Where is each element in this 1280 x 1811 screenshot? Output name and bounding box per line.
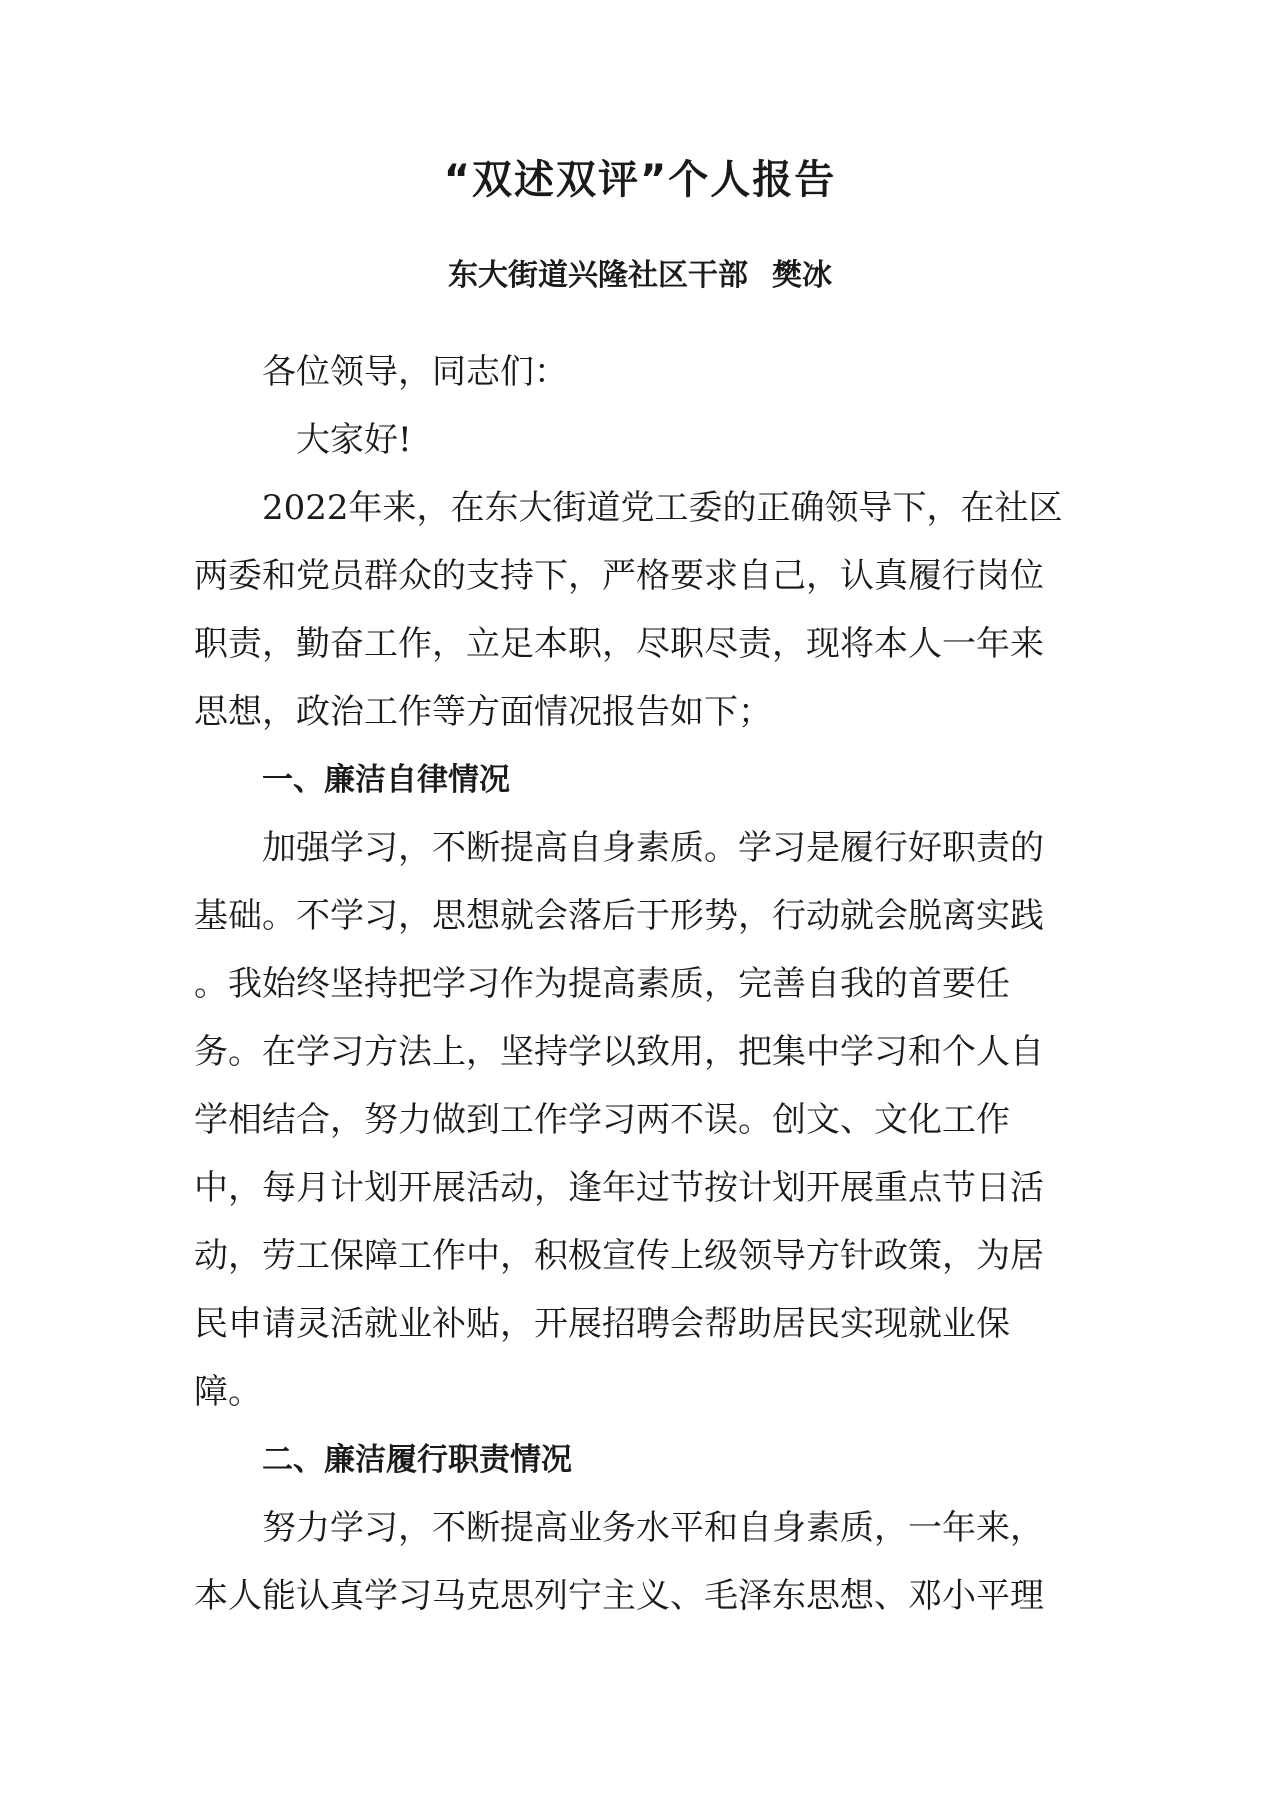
section-heading-1: 一、廉洁自律情况	[262, 762, 510, 798]
paragraph-line: 务。在学习方法上，坚持学以致用，把集中学习和个人自	[194, 1032, 1044, 1072]
paragraph-line: 2022年来，在东大街道党工委的正确领导下，在社区	[262, 488, 1063, 528]
document-body	[194, 338, 1066, 1630]
author-name: 樊冰	[772, 258, 832, 293]
paragraph-line: 两委和党员群众的支持下，严格要求自己，认真履行岗位	[194, 556, 1044, 596]
paragraph-line: 努力学习，不断提高业务水平和自身素质，一年来，	[262, 1508, 1044, 1548]
paragraph-line: 学相结合，努力做到工作学习两不误。创文、文化工作	[194, 1100, 1010, 1140]
paragraph-line: 障。	[194, 1372, 262, 1412]
paragraph-line: 民申请灵活就业补贴，开展招聘会帮助居民实现就业保	[194, 1304, 1010, 1344]
paragraph-line: 加强学习，不断提高自身素质。学习是履行好职责的	[262, 828, 1044, 868]
paragraph-line: 思想，政治工作等方面情况报告如下；	[194, 692, 772, 732]
page-title: “双述双评”个人报告	[443, 157, 837, 203]
hello-line: 大家好!	[296, 420, 412, 460]
author-unit: 东大街道兴隆社区干部	[448, 258, 748, 293]
paragraph-line: 动，劳工保障工作中，积极宣传上级领导方针政策，为居	[194, 1236, 1044, 1276]
paragraph-line: 职责，勤奋工作，立足本职，尽职尽责，现将本人一年来	[194, 624, 1044, 664]
greeting: 各位领导，同志们：	[262, 352, 568, 392]
paragraph-line: 本人能认真学习马克思列宁主义、毛泽东思想、邓小平理	[194, 1576, 1044, 1616]
section-heading-2: 二、廉洁履行职责情况	[262, 1442, 572, 1478]
author-line	[0, 252, 1280, 300]
paragraph-line: 中，每月计划开展活动，逢年过节按计划开展重点节日活	[194, 1168, 1044, 1208]
paragraph-line: 基础。不学习，思想就会落后于形势，行动就会脱离实践	[194, 896, 1044, 936]
paragraph-line: 。我始终坚持把学习作为提高素质，完善自我的首要任	[194, 964, 1010, 1004]
